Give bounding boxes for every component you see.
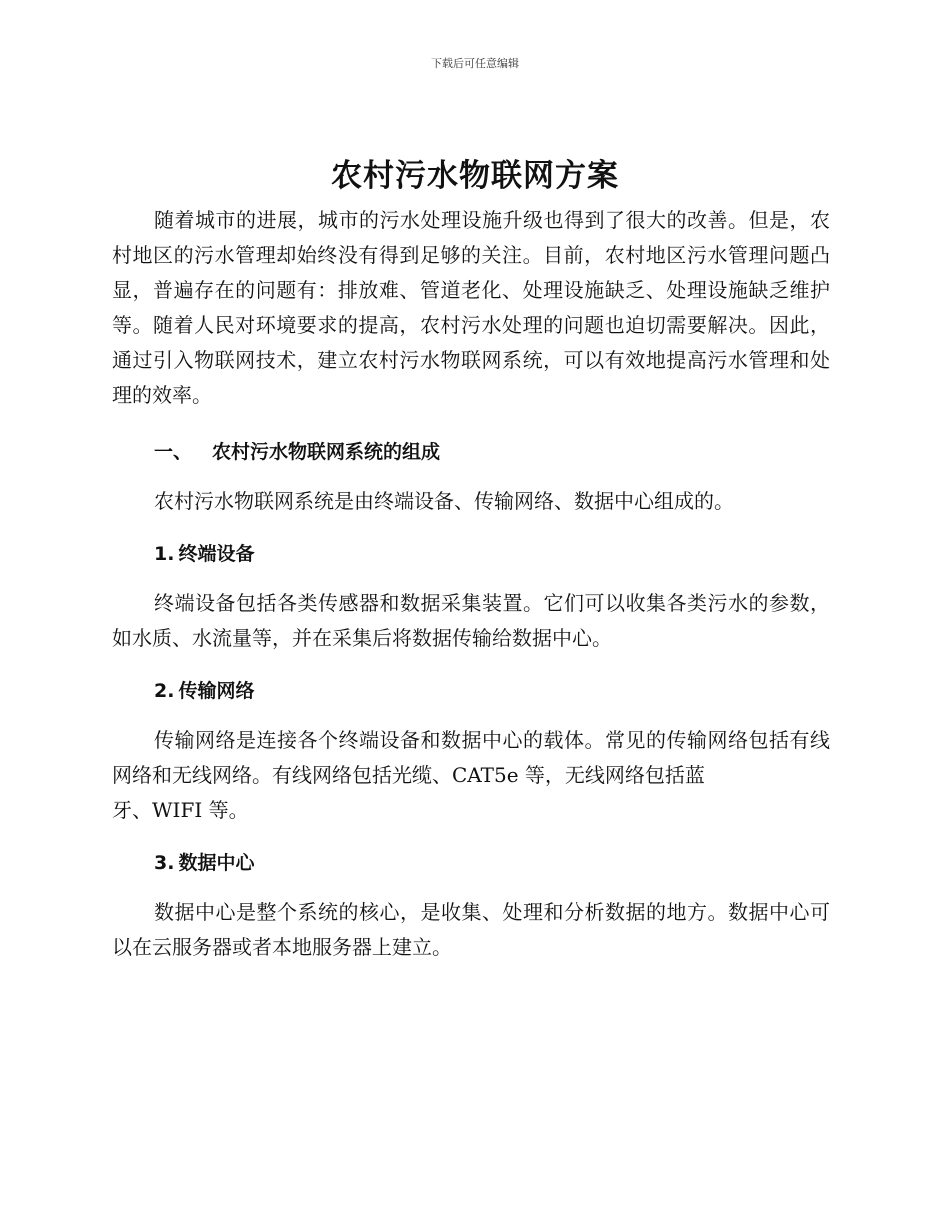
section-1-number: 一、 xyxy=(154,441,193,463)
subsection-2-paragraph-line-2: 牙、WIFI 等。 xyxy=(112,798,249,822)
subsection-2-paragraph xyxy=(112,723,830,828)
subsection-2-heading xyxy=(112,676,830,706)
subsection-1-heading xyxy=(112,539,830,569)
document-title: 农村污水物联网方案 xyxy=(331,158,619,194)
document-body xyxy=(112,203,830,965)
subsection-1-title: 终端设备 xyxy=(178,543,255,565)
subsection-2-number: 2. xyxy=(154,680,175,702)
section-1-heading xyxy=(112,437,830,467)
subsection-3-paragraph: 数据中心是整个系统的核心，是收集、处理和分析数据的地方。数据中心可以在云服务器或者本地服务器上建立。 xyxy=(112,900,830,959)
section-1-title: 农村污水物联网系统的组成 xyxy=(212,441,441,463)
subsection-3-title: 数据中心 xyxy=(178,852,255,874)
section-1-paragraph: 农村污水物联网系统是由终端设备、传输网络、数据中心组成的。 xyxy=(154,489,734,513)
subsection-2-title: 传输网络 xyxy=(178,680,255,702)
intro-paragraph: 随着城市的进展，城市的污水处理设施升级也得到了很大的改善。但是，农村地区的污水管理却始终没有得到足够的关注。目前，农村地区污水管理问题凸显，普遍存在的问题有：排放难、管道老化、处理设施缺乏、处理设施缺乏维护等。随着人民对环境要求的提高，农村污水处理的问题也迫切需要解决。因此，通过引入物联网技术，建立农村污水物联网系统，可以有效地提高污水管理和处理的效率。 xyxy=(112,208,830,407)
subsection-1-paragraph: 终端设备包括各类传感器和数据采集装置。它们可以收集各类污水的参数，如水质、水流量等，并在采集后将数据传输给数据中心。 xyxy=(112,591,830,650)
page-header-note: 下载后可任意编辑 xyxy=(431,57,519,70)
subsection-3-number: 3. xyxy=(154,852,175,874)
subsection-1-number: 1. xyxy=(154,543,175,565)
subsection-2-paragraph-line-1: 传输网络是连接各个终端设备和数据中心的载体。常见的传输网络包括有线网络和无线网络。有线网络包括光缆、CAT5e 等，无线网络包括蓝 xyxy=(112,728,830,787)
subsection-3-heading xyxy=(112,848,830,878)
